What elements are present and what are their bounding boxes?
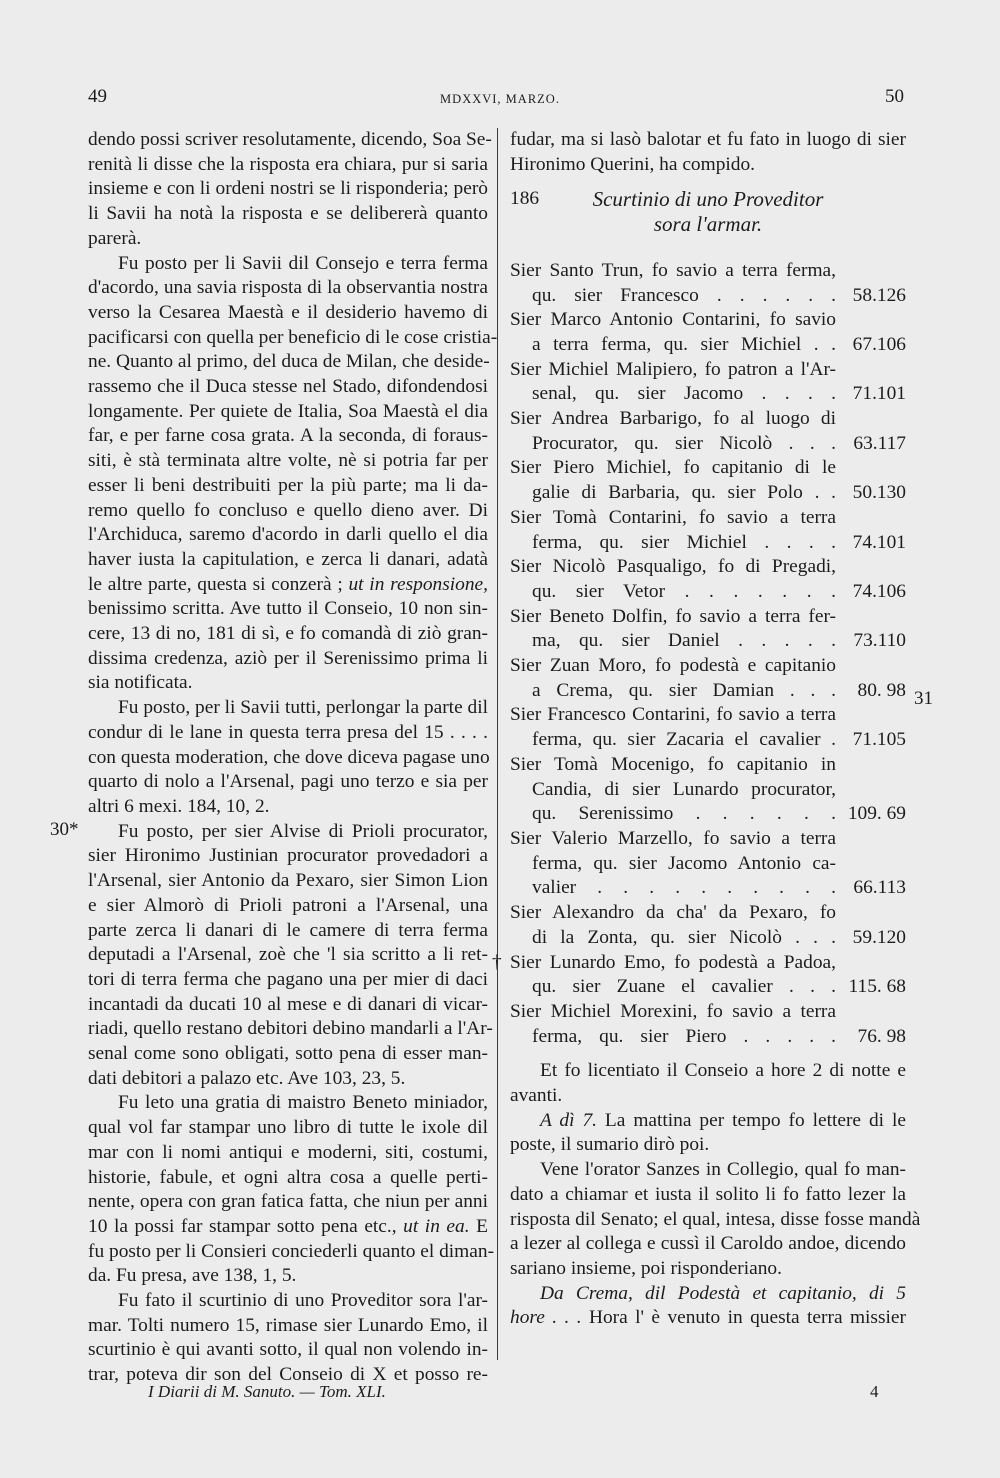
candidate-detail: senal, qu. sier Jacomo . . . .: [532, 383, 836, 405]
text-line: Da Crema, dil Podestà et capitanio, di 5: [540, 1282, 906, 1304]
vote-count: 66.113: [853, 877, 906, 899]
candidate-detail: di la Zonta, qu. sier Nicolò . . .: [532, 926, 836, 948]
text-line: Fu posto, per li Savii tutti, perlongar la parte dil: [118, 697, 488, 719]
text-line: ne. Quanto al primo, del duca de Milan, che deside-: [88, 351, 490, 373]
text-line: con questa moderation, che dove diceva pagase uno: [88, 746, 490, 768]
text-line: fu posto per li Consieri conciederli quanto el diman-: [88, 1240, 495, 1262]
text-line: riadi, quello restano debitori debino mandarli a l'Ar-: [88, 1018, 493, 1040]
text-line: cere, 13 di no, 181 di sì, e fo comandà di ziò gran-: [88, 623, 488, 645]
running-header: MDXXVI, MARZO.: [440, 92, 560, 106]
text-line: scurtinio è qui avanti sotto, il qual non volendo in-: [88, 1339, 488, 1361]
section-title: Scurtinio di uno Proveditor: [592, 187, 824, 212]
text-line: mar. Tolti numero 15, rimase sier Lunardo Emo, il: [88, 1314, 488, 1336]
candidate-name: Sier Michiel Malipiero, fo patron a l'Ar-: [510, 358, 836, 380]
candidate-name: Sier Piero Michiel, fo capitanio di le: [510, 457, 836, 479]
text-line: siti, è stà terminata altre volte, nè si potria far per: [88, 450, 488, 472]
candidate-name: Sier Michiel Morexini, fo savio a terra: [510, 1000, 836, 1022]
column-divider: [497, 128, 498, 1360]
section-number: 186: [510, 188, 540, 210]
candidate-entry: [510, 555, 906, 604]
candidate-entry: [510, 407, 906, 456]
candidate-entry: [510, 605, 906, 654]
margin-number-left: 30*: [50, 819, 79, 840]
text-line: historie, fabule, et ogni altra cosa a quelle perti-: [88, 1166, 488, 1188]
margin-number-right: 31: [914, 688, 933, 709]
vote-count: 109. 69: [847, 803, 906, 825]
candidate-detail: qu. sier Francesco . . . . . .: [532, 284, 836, 306]
candidate-detail: qu. sier Vetor . . . . . . .: [532, 580, 836, 602]
section-title: sora l'armar.: [653, 212, 763, 237]
text-line: dati debitori a palazo etc. Ave 103, 23, 5.: [88, 1067, 406, 1089]
candidate-entry: [510, 456, 906, 505]
text-line: renità li disse che la risposta era chiara, pur si saria: [88, 153, 488, 175]
candidate-name: Sier Francesco Contarini, fo savio a terra: [510, 704, 836, 726]
text-line: sia notificata.: [88, 672, 193, 694]
candidate-name: Sier Lunardo Emo, fo podestà a Padoa,: [510, 951, 836, 973]
candidate-detail: ma, qu. sier Daniel . . . . .: [532, 630, 836, 652]
text-line: poste, il sumario dirò poi.: [510, 1134, 710, 1156]
candidate-name: Sier Tomà Mocenigo, fo capitanio in: [510, 753, 836, 775]
text-line: Et fo licentiato il Conseio a hore 2 di notte e: [540, 1060, 906, 1082]
candidate-name: Sier Zuan Moro, fo podestà e capitanio: [510, 655, 836, 677]
candidate-entry: [510, 901, 906, 950]
text-line: pacificarsi con quella per beneficio di le cose cristia-: [88, 326, 498, 348]
candidate-detail: valier . . . . . . . . . .: [532, 877, 836, 899]
text-line: condur di le lane in questa terra presa del 15 . . . .: [88, 721, 488, 743]
text-line: insieme e con li ordeni nostri se li risponderia; però: [88, 178, 488, 200]
text-line: verso la Cesarea Maestà e il desiderio havemo di: [88, 301, 488, 323]
text-line: haver iusta la capitulation, e zerca li danari, adatà: [88, 548, 488, 570]
vote-count: 76. 98: [857, 1025, 906, 1047]
candidate-name: Sier Marco Antonio Contarini, fo savio: [510, 309, 836, 331]
candidate-detail: a terra ferma, qu. sier Michiel . .: [532, 333, 836, 355]
page-number-left: 49: [88, 86, 107, 107]
candidate-entry: [510, 506, 906, 555]
text-line: sier Hironimo Justinian procurator provedadori a: [88, 845, 488, 867]
candidate-entry: [510, 1000, 906, 1049]
text-line: senal come sono obligati, sotto pena di esser man-: [88, 1043, 488, 1065]
text-line: longamente. Per quiete de Italia, Soa Maestà el dia: [88, 400, 488, 422]
candidate-detail: qu. Serenissimo . . . . . .: [532, 803, 836, 825]
candidate-entry: [510, 753, 906, 827]
text-line: deputadi a l'Arsenal, zoè che 'l sia scritto a li ret-: [88, 944, 488, 966]
vote-count: 58.126: [852, 284, 906, 306]
candidate-entry: [510, 827, 906, 901]
text-line: sariano insieme, poi risponderiano.: [510, 1257, 782, 1279]
vote-count: 59.120: [852, 926, 906, 948]
text-line: li Savii ha notà la risposta e se delibererà quanto: [88, 203, 488, 225]
candidate-name: Sier Tomà Contarini, fo savio a terra: [510, 506, 836, 528]
text-line: dendo possi scriver resolutamente, dicendo, Soa Se-: [88, 129, 492, 150]
text-line: parte zerca li danari di le camere di terra ferma: [88, 919, 488, 941]
text-line: avanti.: [510, 1085, 563, 1107]
candidate-detail: ferma, qu. sier Jacomo Antonio ca-: [532, 852, 836, 874]
vote-count: 80. 98: [857, 679, 906, 701]
text-line: l'Archiduca, saremo d'acordo in darli quello el dia: [88, 524, 488, 546]
text-line: Vene l'orator Sanzes in Collegio, qual fo man-: [540, 1159, 906, 1181]
text-line: A dì 7. La mattina per tempo fo lettere di le: [540, 1109, 906, 1131]
text-line: dato a chiamar et iusta il solito li fo fatto lezer la: [510, 1183, 906, 1205]
text-line: l'Arsenal, sier Antonio da Pexaro, sier Simon Lion: [88, 870, 488, 892]
vote-count: 74.101: [852, 531, 906, 553]
vote-count: 63.117: [853, 432, 906, 454]
text-line: Fu fato il scurtinio di uno Proveditor sora l'ar-: [118, 1290, 488, 1312]
vote-count: 71.105: [852, 729, 906, 751]
candidate-entry: [510, 308, 906, 357]
text-line: esser li beni destribuiti per la più parte; ma li da-: [88, 474, 488, 496]
candidate-name: Sier Valerio Marzello, fo savio a terra: [510, 827, 836, 849]
text-line: altri 6 mexi. 184, 10, 2.: [88, 795, 270, 817]
text-line: risposta dil Senato; el qual, intesa, disse fosse mandà: [510, 1208, 921, 1230]
candidate-detail: Procurator, qu. sier Nicolò . . .: [532, 432, 836, 454]
text-line: quarto di nolo a l'Arsenal, pagi uno terzo e sia per: [88, 771, 488, 793]
text-line: incantadi da ducati 10 al mese e di danari di vicar-: [88, 993, 488, 1015]
candidate-name: Sier Alexandro da cha' da Pexaro, fo: [510, 902, 836, 924]
text-line: trar, poteva dir son del Conseio di X et posso re-: [88, 1364, 488, 1386]
candidate-detail: Candia, di sier Lunardo procurator,: [532, 778, 836, 800]
candidate-name: Sier Beneto Dolfin, fo savio a terra fer-: [510, 605, 836, 627]
text-line: fudar, ma si lasò balotar et fu fato in luogo di sier: [510, 129, 906, 150]
text-line: dissima credenza, aziò per il Serenissimo prima li: [88, 647, 488, 669]
text-line: Hironimo Querini, ha compido.: [510, 153, 756, 175]
right-column: [492, 128, 921, 1331]
vote-count: 50.130: [852, 482, 906, 504]
candidate-name: Sier Andrea Barbarigo, fo al luogo di: [510, 408, 836, 430]
vote-count: 71.101: [852, 383, 906, 405]
footer-title: I Diarii di M. Sanuto. — Tom. XLI.: [148, 1382, 386, 1401]
candidate-entry: [492, 951, 906, 1000]
text-line: 10 la possi far stampar sotto pena etc., ut in ea. E: [88, 1215, 488, 1237]
page-number-right: 50: [885, 86, 904, 107]
candidate-name: Sier Nicolò Pasqualigo, fo di Pregadi,: [510, 556, 836, 578]
text-line: rassemo che il Duca stesse nel Stado, difondendosi: [88, 376, 488, 398]
candidate-name: Sier Santo Trun, fo savio a terra ferma,: [510, 259, 836, 281]
footer-signature: 4: [870, 1382, 879, 1401]
candidate-detail: galie di Barbaria, qu. sier Polo . .: [532, 482, 836, 504]
vote-count: 73.110: [853, 630, 906, 652]
text-line: a lezer al collega e cussì il Caroldo andoe, dicendo: [510, 1233, 906, 1255]
text-line: le altre parte, questa si conzerà ; ut in responsione,: [88, 573, 488, 595]
text-line: qual vol far stampar uno libro di tutte le ixole dil: [88, 1117, 488, 1139]
candidate-detail: ferma, qu. sier Piero . . . . .: [532, 1025, 836, 1047]
text-line: parerà.: [88, 227, 142, 249]
vote-count: 74.106: [852, 580, 906, 602]
vote-count: 67.106: [852, 333, 906, 355]
candidate-detail: qu. sier Zuane el cavalier . . .: [532, 976, 836, 998]
text-line: Fu posto, per sier Alvise di Prioli procurator,: [118, 820, 488, 842]
text-line: far, e per farne cosa grata. A la seconda, di foraus-: [88, 425, 488, 447]
text-line: da. Fu presa, ave 138, 1, 5.: [88, 1265, 297, 1287]
text-line: tori di terra ferma che pagano una per mier di daci: [88, 968, 488, 990]
text-line: d'acordo, una savia risposta di la observantia nostra: [88, 277, 488, 299]
candidate-entry: [510, 259, 906, 308]
vote-count: 115. 68: [848, 976, 906, 998]
text-line: benissimo scritta. Ave tutto il Conseio, 10 non sin-: [88, 598, 488, 620]
candidate-entry: [510, 703, 906, 752]
text-line: nente, opera con gran fatica fatta, che niun per anni: [88, 1191, 488, 1213]
text-line: remo quello fo concluso e quello dieno aver. Di: [88, 499, 488, 521]
text-line: hore . . . Hora l' è venuto in questa terra missier: [510, 1307, 906, 1329]
candidate-detail: ferma, qu. sier Zacaria el cavalier .: [532, 729, 836, 751]
candidate-entry: [510, 654, 906, 703]
text-line: Fu leto una gratia di maistro Beneto miniador,: [118, 1092, 488, 1114]
left-column: [88, 128, 498, 1388]
candidate-detail: a Crema, qu. sier Damian . . .: [532, 679, 836, 701]
text-line: mar con li nomi antiqui e moderni, siti, costumi,: [88, 1141, 488, 1163]
text-line: e sier Almorò di Prioli patroni a l'Arsenal, una: [88, 894, 488, 916]
candidate-detail: ferma, qu. sier Michiel . . . .: [532, 531, 836, 553]
elected-dagger-icon: †: [492, 951, 502, 973]
candidate-entry: [510, 358, 906, 407]
text-line: Fu posto per li Savii dil Consejo e terra ferma: [118, 252, 488, 274]
